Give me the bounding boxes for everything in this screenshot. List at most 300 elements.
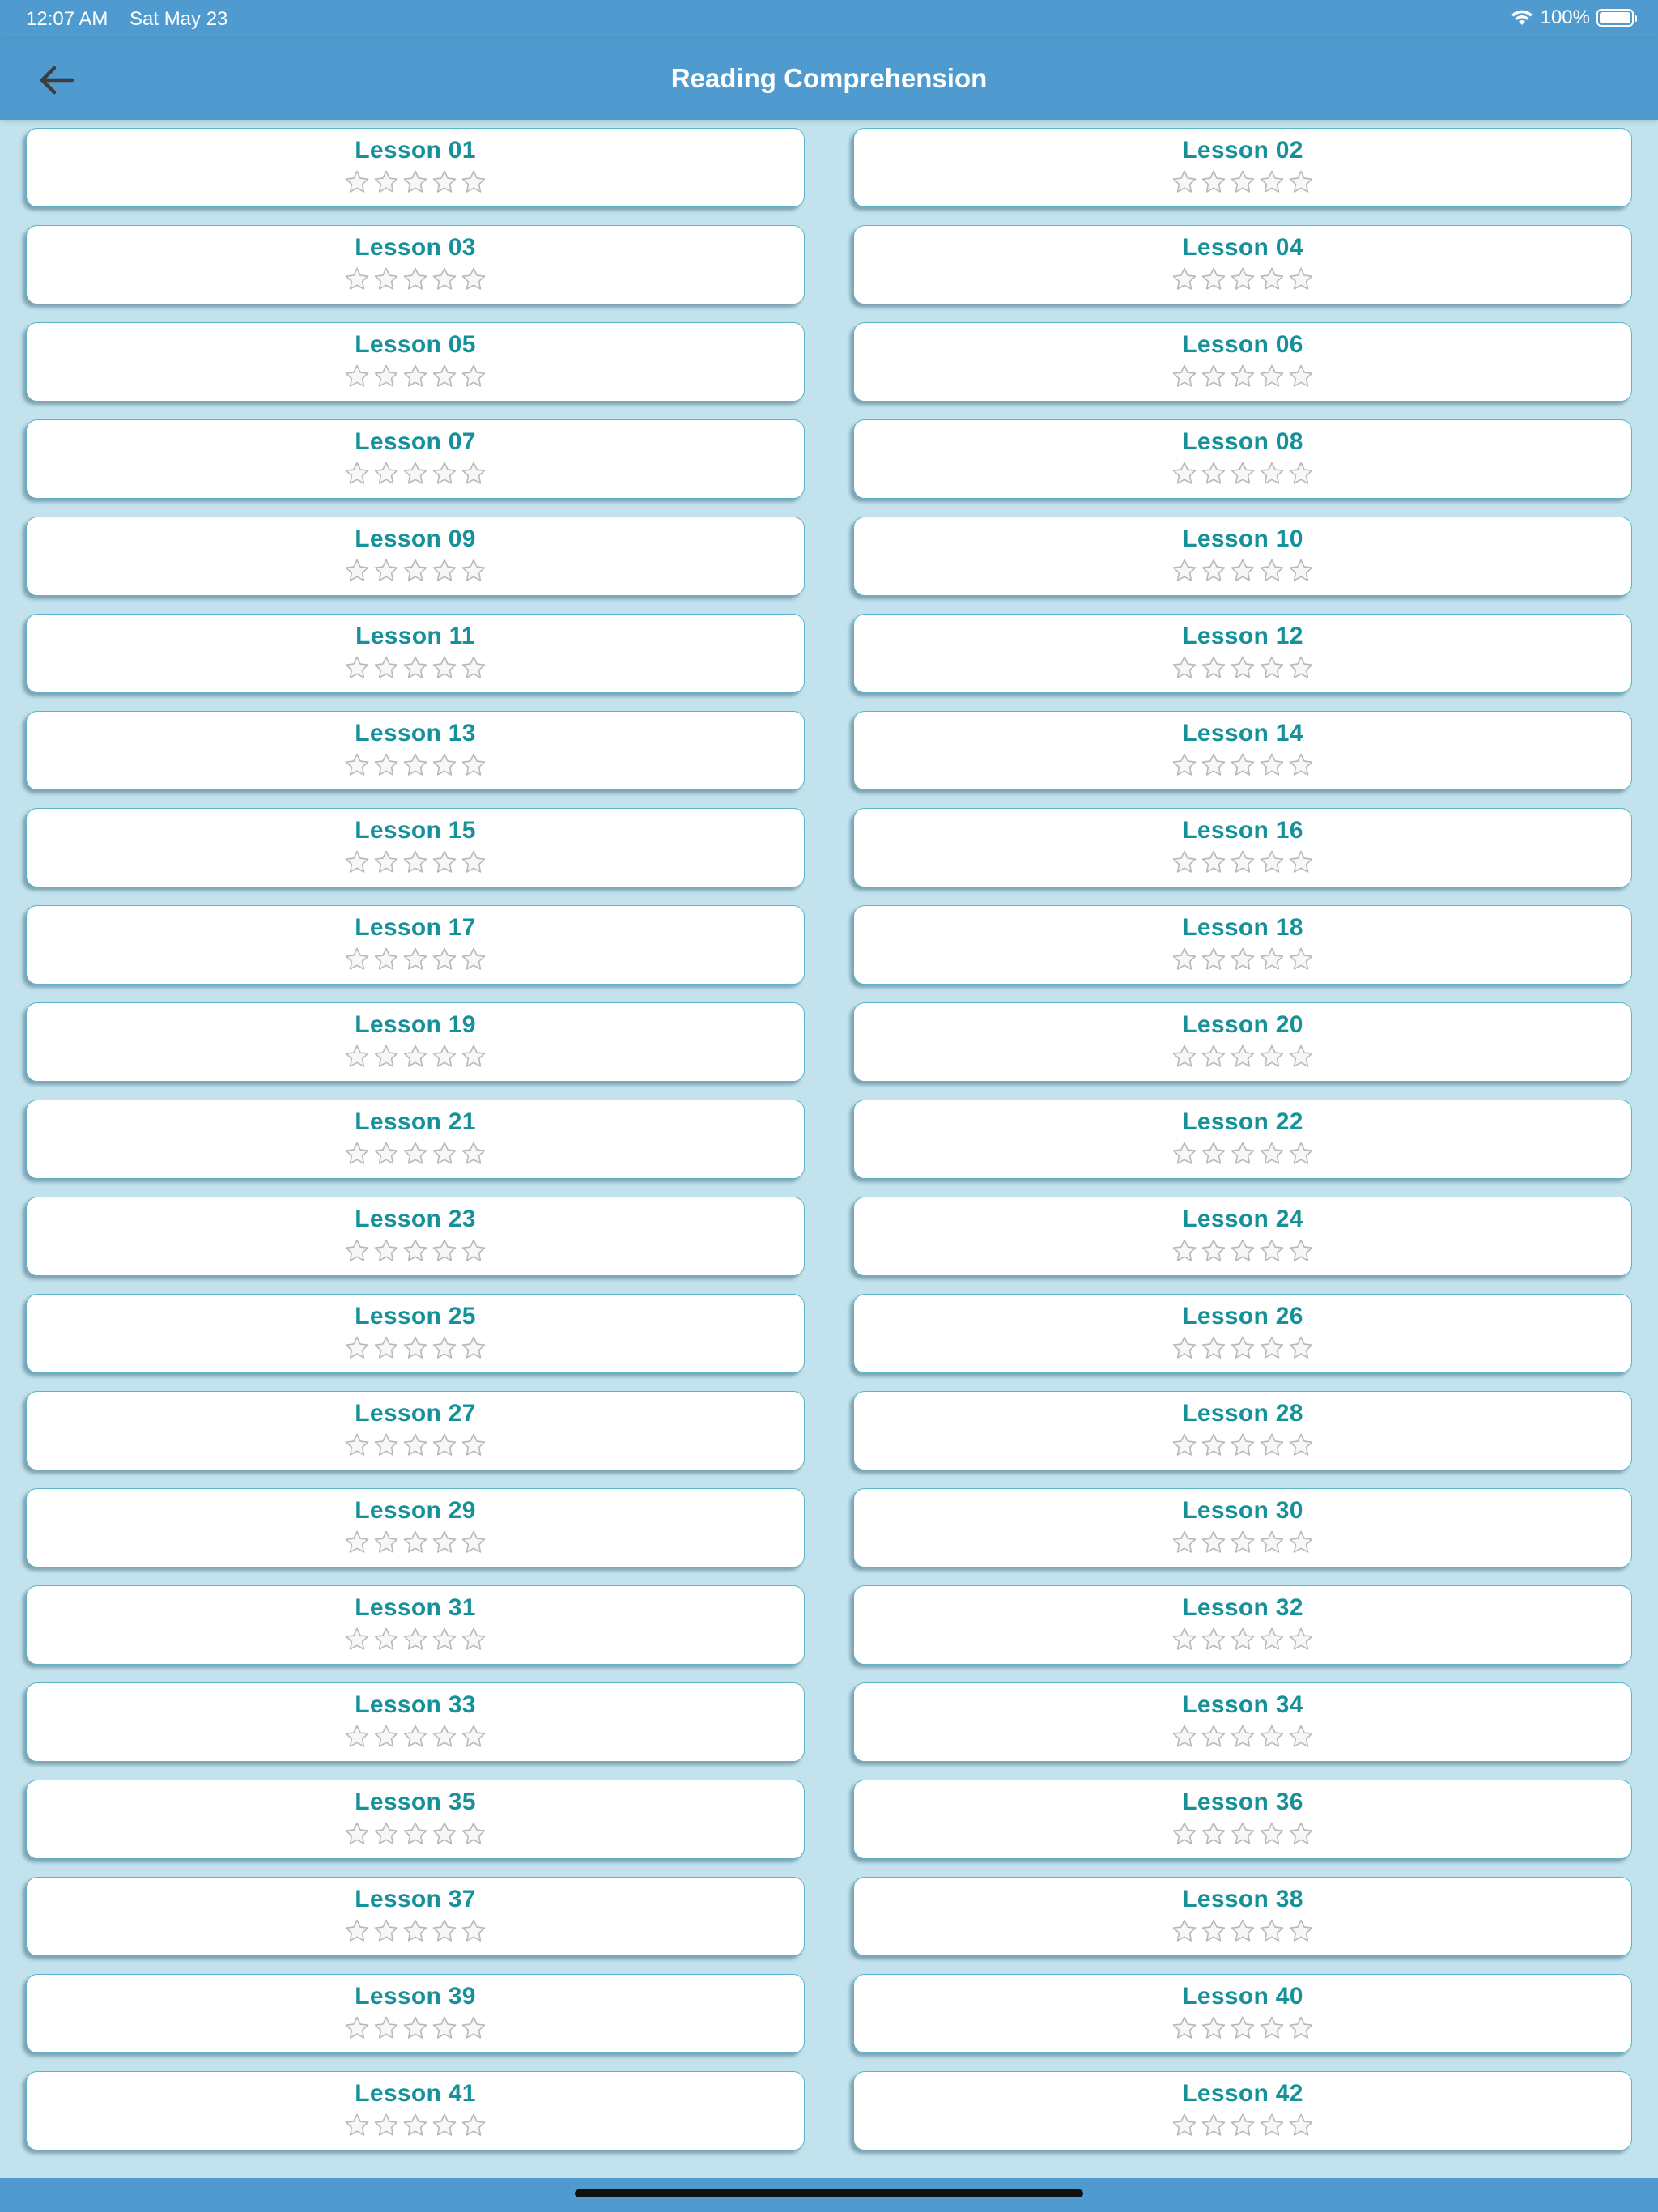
lesson-card[interactable] xyxy=(26,1002,805,1082)
star-rating xyxy=(1171,1044,1314,1070)
star-outline-icon xyxy=(1171,849,1197,875)
star-outline-icon xyxy=(1201,1724,1226,1750)
star-outline-icon xyxy=(1201,849,1226,875)
star-outline-icon xyxy=(1201,1335,1226,1361)
lesson-title: Lesson 21 xyxy=(355,1108,476,1135)
lesson-title: Lesson 25 xyxy=(355,1303,476,1329)
star-outline-icon xyxy=(1230,1044,1256,1070)
star-outline-icon xyxy=(344,364,370,389)
lesson-title: Lesson 22 xyxy=(1182,1108,1303,1135)
star-outline-icon xyxy=(402,2112,428,2138)
star-outline-icon xyxy=(461,364,487,389)
lesson-title: Lesson 37 xyxy=(355,1886,476,1912)
star-outline-icon xyxy=(402,1335,428,1361)
lesson-title: Lesson 16 xyxy=(1182,817,1303,844)
star-outline-icon xyxy=(1259,461,1285,487)
battery-icon xyxy=(1596,9,1634,27)
lesson-title: Lesson 39 xyxy=(355,1983,476,2010)
status-indicators xyxy=(1510,6,1634,29)
star-outline-icon xyxy=(373,752,399,778)
star-outline-icon xyxy=(432,752,457,778)
lesson-card[interactable] xyxy=(853,1877,1632,1956)
star-outline-icon xyxy=(1288,1238,1314,1264)
star-outline-icon xyxy=(373,1724,399,1750)
star-outline-icon xyxy=(1201,1918,1226,1944)
lesson-card[interactable] xyxy=(26,808,805,887)
star-outline-icon xyxy=(1201,2112,1226,2138)
lesson-card[interactable] xyxy=(853,1585,1632,1665)
star-outline-icon xyxy=(402,2015,428,2041)
star-outline-icon xyxy=(1259,1627,1285,1653)
star-outline-icon xyxy=(461,2112,487,2138)
star-outline-icon xyxy=(461,169,487,195)
star-outline-icon xyxy=(373,266,399,292)
star-outline-icon xyxy=(461,1821,487,1847)
lesson-title: Lesson 27 xyxy=(355,1400,476,1427)
lesson-card[interactable] xyxy=(26,2071,805,2150)
star-outline-icon xyxy=(1259,1529,1285,1555)
star-rating xyxy=(344,169,487,195)
star-rating xyxy=(1171,849,1314,875)
star-outline-icon xyxy=(1201,2015,1226,2041)
lesson-card[interactable] xyxy=(26,1100,805,1179)
star-outline-icon xyxy=(344,849,370,875)
status-time: 12:07 AM xyxy=(26,8,108,30)
lesson-card[interactable] xyxy=(853,1197,1632,1276)
lesson-card[interactable] xyxy=(853,2071,1632,2150)
lesson-card[interactable] xyxy=(853,419,1632,499)
star-outline-icon xyxy=(1288,266,1314,292)
star-outline-icon xyxy=(1230,2015,1256,2041)
lesson-title: Lesson 02 xyxy=(1182,137,1303,164)
star-outline-icon xyxy=(344,2015,370,2041)
star-outline-icon xyxy=(432,1821,457,1847)
navigation-bar xyxy=(0,39,1658,120)
star-outline-icon xyxy=(402,461,428,487)
lesson-card[interactable] xyxy=(26,905,805,985)
star-outline-icon xyxy=(1171,558,1197,584)
star-outline-icon xyxy=(402,169,428,195)
star-outline-icon xyxy=(432,1044,457,1070)
star-outline-icon xyxy=(1288,1821,1314,1847)
star-rating xyxy=(1171,1335,1314,1361)
lesson-card[interactable] xyxy=(26,1488,805,1568)
star-outline-icon xyxy=(1171,1724,1197,1750)
star-outline-icon xyxy=(402,1918,428,1944)
lesson-card[interactable] xyxy=(26,419,805,499)
star-outline-icon xyxy=(373,1627,399,1653)
star-outline-icon xyxy=(1259,849,1285,875)
star-outline-icon xyxy=(1259,1238,1285,1264)
star-outline-icon xyxy=(1230,1335,1256,1361)
star-rating xyxy=(344,1627,487,1653)
star-outline-icon xyxy=(1288,1529,1314,1555)
star-outline-icon xyxy=(1259,1918,1285,1944)
star-rating xyxy=(344,2112,487,2138)
star-outline-icon xyxy=(1259,364,1285,389)
star-outline-icon xyxy=(1230,169,1256,195)
star-rating xyxy=(1171,1724,1314,1750)
star-outline-icon xyxy=(373,2112,399,2138)
star-rating xyxy=(1171,169,1314,195)
star-outline-icon xyxy=(461,1724,487,1750)
star-outline-icon xyxy=(1259,1821,1285,1847)
star-rating xyxy=(1171,1821,1314,1847)
star-outline-icon xyxy=(1230,266,1256,292)
star-outline-icon xyxy=(402,558,428,584)
star-outline-icon xyxy=(432,1432,457,1458)
star-rating xyxy=(344,752,487,778)
star-rating xyxy=(344,1141,487,1167)
star-outline-icon xyxy=(432,1141,457,1167)
star-rating xyxy=(344,946,487,972)
star-outline-icon xyxy=(461,1335,487,1361)
star-outline-icon xyxy=(344,1238,370,1264)
lesson-card[interactable] xyxy=(853,808,1632,887)
star-outline-icon xyxy=(402,752,428,778)
star-outline-icon xyxy=(373,1432,399,1458)
star-outline-icon xyxy=(1288,1335,1314,1361)
star-outline-icon xyxy=(432,461,457,487)
lesson-card[interactable] xyxy=(26,1197,805,1276)
lesson-title: Lesson 41 xyxy=(355,2080,476,2107)
star-rating xyxy=(344,1529,487,1555)
star-outline-icon xyxy=(1171,1238,1197,1264)
lesson-title: Lesson 35 xyxy=(355,1789,476,1815)
status-date: Sat May 23 xyxy=(130,8,228,30)
star-outline-icon xyxy=(373,1529,399,1555)
lesson-card[interactable] xyxy=(26,128,805,207)
star-outline-icon xyxy=(461,946,487,972)
star-outline-icon xyxy=(402,849,428,875)
star-outline-icon xyxy=(432,558,457,584)
lesson-card[interactable] xyxy=(26,1391,805,1470)
lesson-card[interactable] xyxy=(26,711,805,790)
lesson-title: Lesson 05 xyxy=(355,331,476,358)
star-outline-icon xyxy=(1201,1432,1226,1458)
star-outline-icon xyxy=(461,1044,487,1070)
lesson-card[interactable] xyxy=(853,1682,1632,1762)
lesson-card[interactable] xyxy=(853,1002,1632,1082)
star-rating xyxy=(344,1432,487,1458)
star-outline-icon xyxy=(1171,169,1197,195)
star-outline-icon xyxy=(1171,1044,1197,1070)
star-outline-icon xyxy=(1171,1918,1197,1944)
star-outline-icon xyxy=(1201,1627,1226,1653)
star-outline-icon xyxy=(344,1141,370,1167)
lesson-card[interactable] xyxy=(26,1682,805,1762)
lesson-card[interactable] xyxy=(26,1974,805,2053)
star-rating xyxy=(1171,1432,1314,1458)
lesson-title: Lesson 33 xyxy=(355,1691,476,1718)
star-outline-icon xyxy=(1171,1529,1197,1555)
star-outline-icon xyxy=(1230,364,1256,389)
star-outline-icon xyxy=(461,752,487,778)
star-outline-icon xyxy=(373,849,399,875)
lesson-title: Lesson 23 xyxy=(355,1206,476,1232)
star-outline-icon xyxy=(344,1724,370,1750)
star-outline-icon xyxy=(1201,1238,1226,1264)
star-outline-icon xyxy=(432,266,457,292)
lesson-title: Lesson 32 xyxy=(1182,1594,1303,1621)
star-outline-icon xyxy=(373,1821,399,1847)
star-outline-icon xyxy=(373,1044,399,1070)
star-outline-icon xyxy=(344,1044,370,1070)
star-outline-icon xyxy=(373,655,399,681)
star-outline-icon xyxy=(344,1335,370,1361)
star-outline-icon xyxy=(1171,364,1197,389)
star-outline-icon xyxy=(1259,266,1285,292)
star-outline-icon xyxy=(1259,169,1285,195)
star-outline-icon xyxy=(1230,849,1256,875)
lesson-title: Lesson 13 xyxy=(355,720,476,747)
lesson-card[interactable] xyxy=(853,905,1632,985)
lesson-title: Lesson 09 xyxy=(355,525,476,552)
lesson-card[interactable] xyxy=(26,322,805,402)
star-outline-icon xyxy=(402,1627,428,1653)
star-rating xyxy=(344,1724,487,1750)
star-outline-icon xyxy=(461,1918,487,1944)
star-outline-icon xyxy=(432,2112,457,2138)
star-outline-icon xyxy=(1171,266,1197,292)
star-rating xyxy=(1171,2015,1314,2041)
star-rating xyxy=(1171,655,1314,681)
star-outline-icon xyxy=(432,849,457,875)
star-outline-icon xyxy=(1201,461,1226,487)
lesson-title: Lesson 12 xyxy=(1182,623,1303,649)
star-outline-icon xyxy=(344,461,370,487)
star-outline-icon xyxy=(1259,1044,1285,1070)
star-outline-icon xyxy=(1288,1432,1314,1458)
lesson-title: Lesson 07 xyxy=(355,428,476,455)
star-outline-icon xyxy=(1288,1724,1314,1750)
star-outline-icon xyxy=(373,1141,399,1167)
star-outline-icon xyxy=(344,1627,370,1653)
lesson-title: Lesson 11 xyxy=(355,623,475,649)
star-outline-icon xyxy=(1201,1044,1226,1070)
star-outline-icon xyxy=(402,1238,428,1264)
star-rating xyxy=(344,364,487,389)
star-outline-icon xyxy=(1288,752,1314,778)
lesson-title: Lesson 17 xyxy=(355,914,476,941)
star-outline-icon xyxy=(344,655,370,681)
star-outline-icon xyxy=(402,1432,428,1458)
lesson-card[interactable] xyxy=(26,1585,805,1665)
lesson-card[interactable] xyxy=(853,1100,1632,1179)
lesson-title: Lesson 34 xyxy=(1182,1691,1303,1718)
star-outline-icon xyxy=(461,266,487,292)
star-outline-icon xyxy=(1259,558,1285,584)
star-rating xyxy=(344,1044,487,1070)
star-outline-icon xyxy=(373,1335,399,1361)
star-rating xyxy=(1171,1141,1314,1167)
star-outline-icon xyxy=(1230,558,1256,584)
star-outline-icon xyxy=(1230,1141,1256,1167)
star-outline-icon xyxy=(402,946,428,972)
star-rating xyxy=(1171,752,1314,778)
lesson-card[interactable] xyxy=(853,711,1632,790)
star-outline-icon xyxy=(373,169,399,195)
star-outline-icon xyxy=(461,558,487,584)
star-outline-icon xyxy=(373,1238,399,1264)
star-outline-icon xyxy=(402,1044,428,1070)
lesson-title: Lesson 40 xyxy=(1182,1983,1303,2010)
status-bar xyxy=(0,0,1658,39)
star-rating xyxy=(1171,1529,1314,1555)
star-outline-icon xyxy=(1201,752,1226,778)
lesson-card[interactable] xyxy=(853,614,1632,693)
star-rating xyxy=(344,1238,487,1264)
lesson-card[interactable] xyxy=(26,225,805,304)
star-outline-icon xyxy=(1171,752,1197,778)
star-outline-icon xyxy=(1230,946,1256,972)
lesson-card[interactable] xyxy=(26,1877,805,1956)
star-outline-icon xyxy=(461,1627,487,1653)
star-rating xyxy=(344,461,487,487)
star-rating xyxy=(344,1918,487,1944)
lesson-card[interactable] xyxy=(853,1974,1632,2053)
star-outline-icon xyxy=(461,1432,487,1458)
star-rating xyxy=(1171,1238,1314,1264)
star-rating xyxy=(1171,1918,1314,1944)
lesson-title: Lesson 14 xyxy=(1182,720,1303,747)
star-outline-icon xyxy=(1201,1529,1226,1555)
star-outline-icon xyxy=(1230,1432,1256,1458)
star-outline-icon xyxy=(402,364,428,389)
lesson-title: Lesson 29 xyxy=(355,1497,476,1524)
lesson-card[interactable] xyxy=(26,517,805,596)
star-rating xyxy=(1171,266,1314,292)
lesson-card[interactable] xyxy=(853,1780,1632,1859)
star-outline-icon xyxy=(1288,364,1314,389)
star-rating xyxy=(344,266,487,292)
star-rating xyxy=(344,1821,487,1847)
page-title: Reading Comprehension xyxy=(670,63,988,93)
star-outline-icon xyxy=(432,1335,457,1361)
star-outline-icon xyxy=(1230,461,1256,487)
lesson-card[interactable] xyxy=(853,1488,1632,1568)
home-indicator[interactable] xyxy=(575,2189,1083,2197)
star-outline-icon xyxy=(373,364,399,389)
star-outline-icon xyxy=(1171,2112,1197,2138)
star-outline-icon xyxy=(461,1141,487,1167)
star-outline-icon xyxy=(402,1821,428,1847)
star-outline-icon xyxy=(1288,655,1314,681)
star-outline-icon xyxy=(432,1918,457,1944)
star-outline-icon xyxy=(344,266,370,292)
star-outline-icon xyxy=(373,2015,399,2041)
lesson-title: Lesson 15 xyxy=(355,817,476,844)
star-outline-icon xyxy=(1288,461,1314,487)
star-outline-icon xyxy=(402,1529,428,1555)
star-outline-icon xyxy=(1259,1335,1285,1361)
lesson-card[interactable] xyxy=(853,1294,1632,1373)
lesson-card[interactable] xyxy=(26,1294,805,1373)
lesson-title: Lesson 30 xyxy=(1182,1497,1303,1524)
star-outline-icon xyxy=(1230,1724,1256,1750)
lesson-card[interactable] xyxy=(853,322,1632,402)
battery-percent: 100% xyxy=(1540,6,1590,28)
star-rating xyxy=(1171,1627,1314,1653)
star-outline-icon xyxy=(1288,1044,1314,1070)
star-rating xyxy=(344,2015,487,2041)
lesson-title: Lesson 38 xyxy=(1182,1886,1303,1912)
star-outline-icon xyxy=(1171,946,1197,972)
lesson-card[interactable] xyxy=(853,517,1632,596)
star-outline-icon xyxy=(344,1918,370,1944)
star-outline-icon xyxy=(432,655,457,681)
star-outline-icon xyxy=(344,752,370,778)
star-outline-icon xyxy=(432,1238,457,1264)
star-outline-icon xyxy=(1288,946,1314,972)
lesson-title: Lesson 01 xyxy=(355,137,476,164)
star-outline-icon xyxy=(1259,1432,1285,1458)
lesson-title: Lesson 10 xyxy=(1182,525,1303,552)
star-outline-icon xyxy=(1230,1529,1256,1555)
star-outline-icon xyxy=(1171,1141,1197,1167)
lesson-card[interactable] xyxy=(26,614,805,693)
star-outline-icon xyxy=(461,1238,487,1264)
star-rating xyxy=(1171,461,1314,487)
star-rating xyxy=(1171,2112,1314,2138)
star-outline-icon xyxy=(373,1918,399,1944)
star-outline-icon xyxy=(1288,849,1314,875)
lesson-title: Lesson 08 xyxy=(1182,428,1303,455)
star-outline-icon xyxy=(1201,946,1226,972)
lesson-title: Lesson 26 xyxy=(1182,1303,1303,1329)
star-outline-icon xyxy=(1201,655,1226,681)
star-outline-icon xyxy=(1288,1918,1314,1944)
star-outline-icon xyxy=(1288,1141,1314,1167)
lesson-title: Lesson 06 xyxy=(1182,331,1303,358)
star-outline-icon xyxy=(373,558,399,584)
lesson-title: Lesson 04 xyxy=(1182,234,1303,261)
star-outline-icon xyxy=(344,1432,370,1458)
lesson-title: Lesson 42 xyxy=(1182,2080,1303,2107)
star-outline-icon xyxy=(402,655,428,681)
lesson-card[interactable] xyxy=(853,225,1632,304)
star-outline-icon xyxy=(1201,1141,1226,1167)
star-rating xyxy=(344,655,487,681)
lesson-title: Lesson 20 xyxy=(1182,1011,1303,1038)
star-outline-icon xyxy=(1288,169,1314,195)
star-outline-icon xyxy=(1201,169,1226,195)
star-outline-icon xyxy=(461,849,487,875)
lesson-title: Lesson 28 xyxy=(1182,1400,1303,1427)
lesson-card[interactable] xyxy=(26,1780,805,1859)
star-outline-icon xyxy=(1230,1918,1256,1944)
star-outline-icon xyxy=(1288,2112,1314,2138)
star-outline-icon xyxy=(1201,558,1226,584)
lesson-title: Lesson 18 xyxy=(1182,914,1303,941)
star-outline-icon xyxy=(1259,946,1285,972)
star-outline-icon xyxy=(1201,364,1226,389)
star-outline-icon xyxy=(1230,1627,1256,1653)
star-rating xyxy=(344,849,487,875)
star-outline-icon xyxy=(1288,558,1314,584)
star-outline-icon xyxy=(461,461,487,487)
star-outline-icon xyxy=(432,2015,457,2041)
star-outline-icon xyxy=(432,1724,457,1750)
lesson-card[interactable] xyxy=(853,1391,1632,1470)
star-outline-icon xyxy=(373,946,399,972)
star-rating xyxy=(344,558,487,584)
lesson-card[interactable] xyxy=(853,128,1632,207)
star-outline-icon xyxy=(1171,1432,1197,1458)
star-outline-icon xyxy=(432,169,457,195)
star-outline-icon xyxy=(1171,655,1197,681)
star-outline-icon xyxy=(1171,2015,1197,2041)
